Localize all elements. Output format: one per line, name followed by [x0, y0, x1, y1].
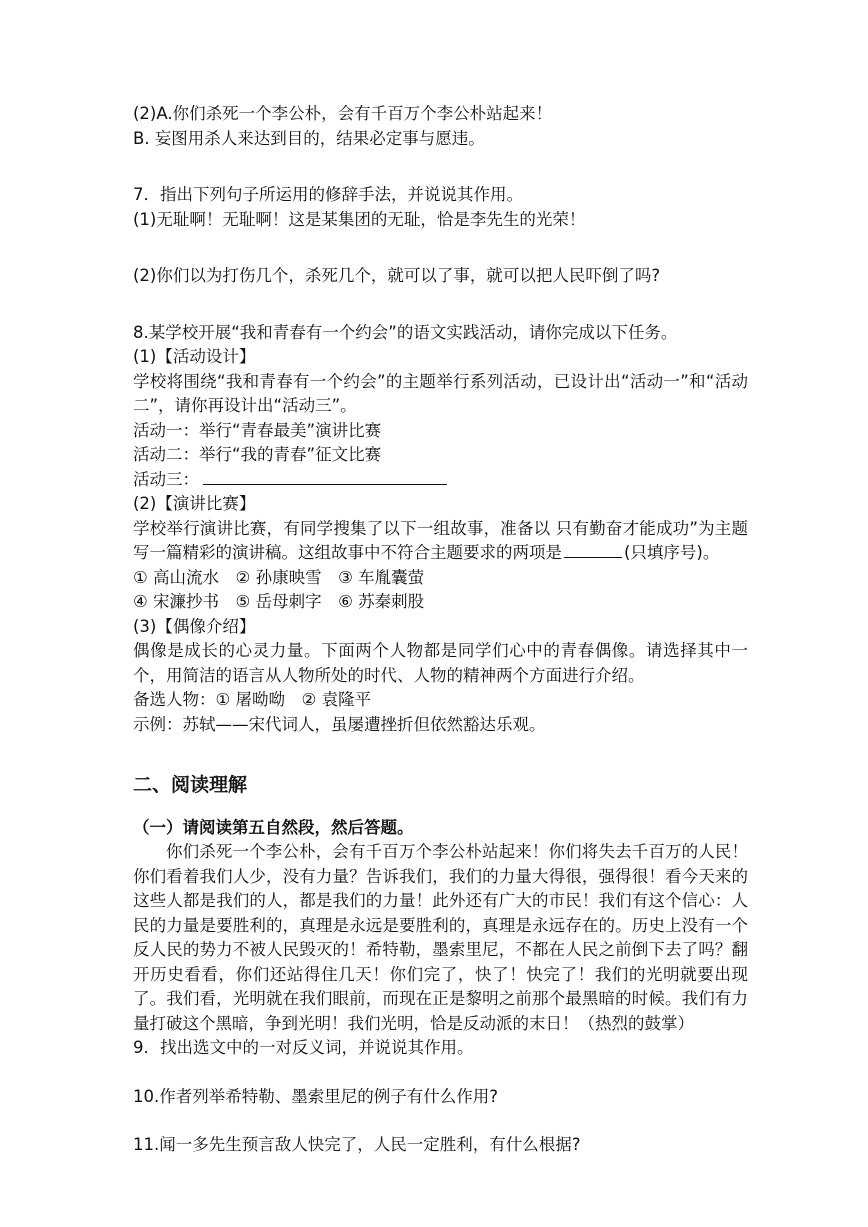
q6-option-b: B. 妄图用杀人来达到目的，结果必定事与愿违。 — [133, 128, 485, 148]
q11: 11.闻一多先生预言敌人快完了，人民一定胜利，有什么根据? — [133, 1135, 581, 1154]
activity-3-label: 活动三： — [133, 469, 199, 489]
q6-option-a: (2)A.你们杀死一个李公朴，会有千百万个李公朴站起来！ — [133, 104, 553, 123]
q10: 10.作者列举希特勒、墨索里尼的例子有什么作用? — [133, 1086, 498, 1106]
spacer — [133, 737, 748, 769]
q8-stories-row-1: ① 高山流水 ② 孙康映雪 ③ 车胤囊萤 — [133, 567, 425, 587]
q8-part1-text: 学校将围绕“我和青春有一个约会”的主题举行系列活动，已设计出“活动一”和“活动二”，请你再设计出“活动三”。 — [133, 371, 748, 415]
q8-activity-1: 活动一：举行“青春最美”演讲比赛 — [133, 420, 382, 440]
q8-part1-label: (1)【活动设计】 — [133, 347, 256, 366]
part2-text-a: 学校举行演讲比赛，有同学搜集了以下一组故事，准备以 只有勤奋才能成功”为主题写一篇精彩的演讲稿。这组故事中不符合主题要求的两项是 — [133, 518, 748, 562]
section-2-subheading: （一）请阅读第五自然段，然后答题。 — [133, 817, 414, 837]
answer-space — [133, 289, 748, 321]
q8-activity-2: 活动二：举行“我的青春”征文比赛 — [133, 445, 382, 464]
q8-part2-text — [133, 517, 748, 566]
q8-title: 8.某学校开展“我和青春有一个约会”的语文实践活动，请你完成以下任务。 — [133, 322, 678, 342]
spacer — [133, 151, 748, 183]
q8-part2-label: (2)【演讲比赛】 — [133, 494, 256, 513]
q8-activity-3 — [133, 468, 748, 493]
answer-space — [133, 1061, 748, 1085]
reading-passage: 你们杀死一个李公朴，会有千百万个李公朴站起来！你们将失去千百万的人民！你们看着我们人少，没有力量？告诉我们，我们的力量大得很，强得很！看今天来的这些人都是我们的人，都是我们的力量！此外还有广大的市民！我们有这个信心：人民的力量是要胜利的，真理是永远是要胜利的，真理是永远存在的。历史上没有一个反人民的势力不被人民毁灭的！希特勒，墨索里尼，不都在人民之前倒下去了吗？翻开历史看看，你们还站得住几天！你们完了，快了！快完了！我们的光明就要出现了。我们看，光明就在我们眼前，而现在正是黎明之前那个最黑暗的时候。我们有力量打破这个黑暗，争到光明！我们光明，恰是反动派的末日！（热烈的鼓掌） — [133, 842, 748, 1033]
q8-part3-text: 偶像是成长的心灵力量。下面两个人物都是同学们心中的青春偶像。请选择其中一个，用简洁的语言从人物所处的时代、人物的精神两个方面进行介绍。 — [133, 641, 748, 685]
part2-text-b: (只填序号)。 — [624, 543, 720, 562]
document-content — [133, 102, 748, 1158]
q8-candidates: 备选人物：① 屠呦呦 ② 袁隆平 — [133, 690, 372, 709]
part2-blank[interactable] — [564, 541, 622, 558]
q7-title: 7．指出下列句子所运用的修辞手法，并说说其作用。 — [133, 185, 523, 204]
q7-item-1: (1)无耻啊！无耻啊！这是某集团的无耻，恰是李先生的光荣！ — [133, 209, 586, 229]
spacer — [133, 798, 748, 816]
q9: 9．找出选文中的一对反义词，并说说其作用。 — [133, 1038, 474, 1057]
q8-stories-row-2: ④ 宋濂抄书 ⑤ 岳母刺字 ⑥ 苏秦刺股 — [133, 592, 425, 611]
q8-part3-label: (3)【偶像介绍】 — [133, 616, 256, 636]
answer-space — [133, 1109, 748, 1133]
activity-3-blank[interactable] — [203, 468, 447, 485]
answer-space — [133, 232, 748, 264]
q7-item-2: (2)你们以为打伤几个，杀死几个，就可以了事，就可以把人民吓倒了吗? — [133, 266, 661, 285]
section-2-heading: 二、阅读理解 — [133, 774, 248, 796]
q8-example: 示例：苏轼——宋代词人，虽屡遭挫折但依然豁达乐观。 — [133, 714, 546, 734]
